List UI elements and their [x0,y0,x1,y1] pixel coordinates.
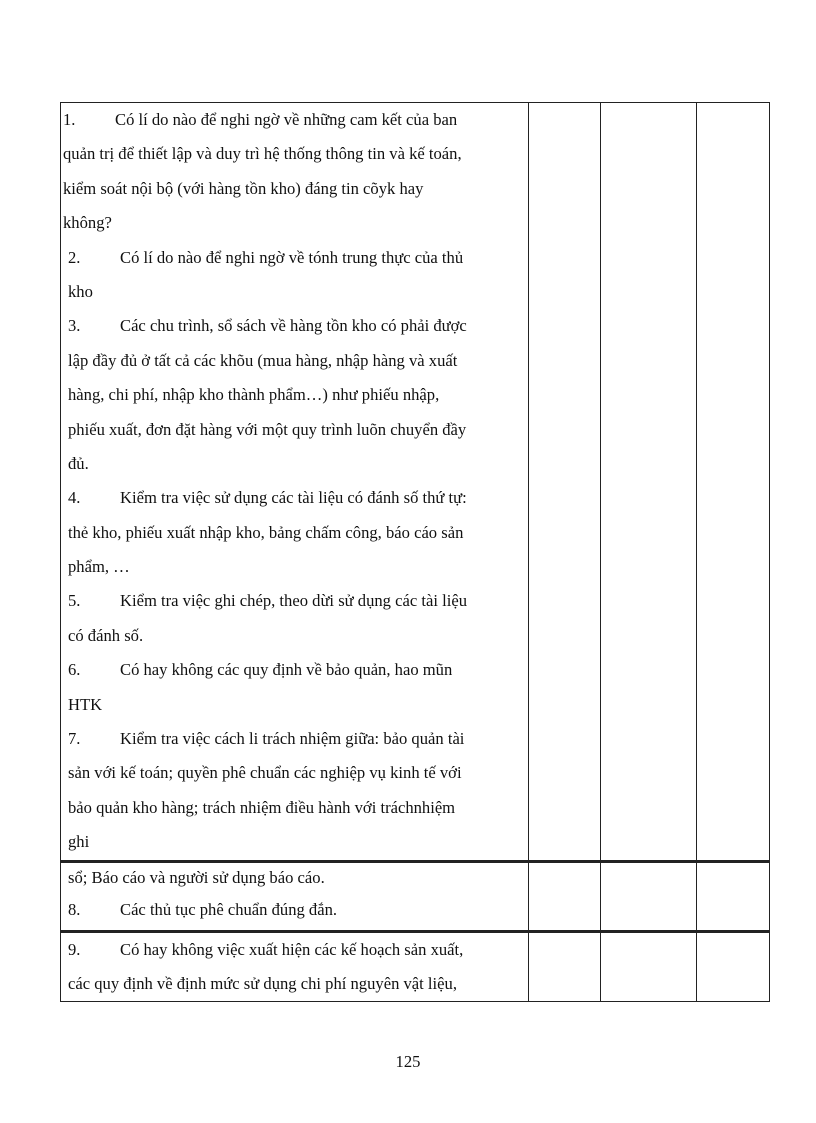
question-line: kiểm soát nội bộ (với hàng tồn kho) đáng tin cõyk hay [63,178,424,198]
question-line: phiếu xuất, đơn đặt hàng với một quy trình luõn chuyển đầy [68,419,467,439]
question-line: có đánh số. [68,625,144,645]
question-line: sản với kế toán; quyền phê chuẩn các nghiệp vụ kinh tế với [68,763,462,783]
question-line [63,722,524,756]
item-number: 1. [63,110,76,129]
item-number: 9. [68,939,81,959]
answer-cell-1[interactable] [529,861,601,931]
question-line [63,933,524,967]
item-text: Kiểm tra việc cách li trách nhiệm giữa: bảo quản tài [120,729,465,749]
question-line [63,653,524,687]
item-number: 3. [68,316,81,336]
question-line: kho [68,281,93,301]
question-line [63,309,524,343]
answer-cell-1[interactable] [529,931,601,1002]
answer-cell-2[interactable] [601,931,697,1002]
checklist-row [61,931,770,1002]
answer-cell-3[interactable] [697,861,770,931]
item-text: Các chu trình, sổ sách về hàng tồn kho có phải được [120,316,467,336]
question-line: thẻ kho, phiếu xuất nhập kho, bảng chấm công, báo cáo sản [68,522,464,542]
question-line: lập đầy đủ ở tất cả các khõu (mua hàng, nhập hàng và xuất [68,350,458,370]
item-number: 8. [68,899,81,919]
item-number: 5. [68,591,81,611]
answer-cell-2[interactable] [601,103,697,862]
item-text: Có hay không việc xuất hiện các kế hoạch sản xuất, [120,939,464,959]
question-cell [61,931,529,1002]
audit-checklist-table [60,102,770,1002]
answer-cell-3[interactable] [697,931,770,1002]
question-line: HTK [68,694,103,714]
question-line [63,103,524,137]
answer-cell-1[interactable] [529,103,601,862]
question-line [63,241,524,275]
item-text: Có lí do nào để nghi ngờ về tónh trung thực của thủ [120,247,464,267]
item-text: Có lí do nào để nghi ngờ về những cam kết của ban [115,110,458,129]
question-line: đủ. [68,453,89,473]
item-number: 2. [68,247,81,267]
item-text: Kiểm tra việc sử dụng các tài liệu có đánh số thứ tự: [120,488,467,508]
question-line: phẩm, … [68,557,130,577]
question-line: bảo quản kho hàng; trách nhiệm điều hành với tráchnhiệm [68,797,456,817]
answer-cell-2[interactable] [601,861,697,931]
question-cell [61,103,529,862]
page-number: 125 [395,1052,421,1071]
checklist-row [61,861,770,931]
answer-cell-3[interactable] [697,103,770,862]
question-cell [61,861,529,931]
item-text: Kiểm tra việc ghi chép, theo dừi sử dụng các tài liệu [120,591,467,611]
checklist-row [61,103,770,862]
question-line: không? [63,213,112,233]
question-line [63,584,524,618]
item-number: 6. [68,660,81,680]
question-line: quản trị để thiết lập và duy trì hệ thống thông tin và kế toán, [63,144,462,164]
question-line: sổ; Báo cáo và người sử dụng báo cáo. [68,867,325,887]
item-text: Có hay không các quy định về bảo quản, hao mũn [120,660,453,680]
item-text: Các thủ tục phê chuẩn đúng đắn. [120,899,338,919]
question-line [63,481,524,515]
item-number: 4. [68,488,81,508]
item-number: 7. [68,729,81,749]
question-line: ghi [68,832,90,852]
question-line: các quy định về định mức sử dụng chi phí nguyên vật liệu, [68,973,457,993]
question-line [63,893,524,927]
question-line: hàng, chi phí, nhập kho thành phẩm…) như phiếu nhập, [68,385,440,405]
